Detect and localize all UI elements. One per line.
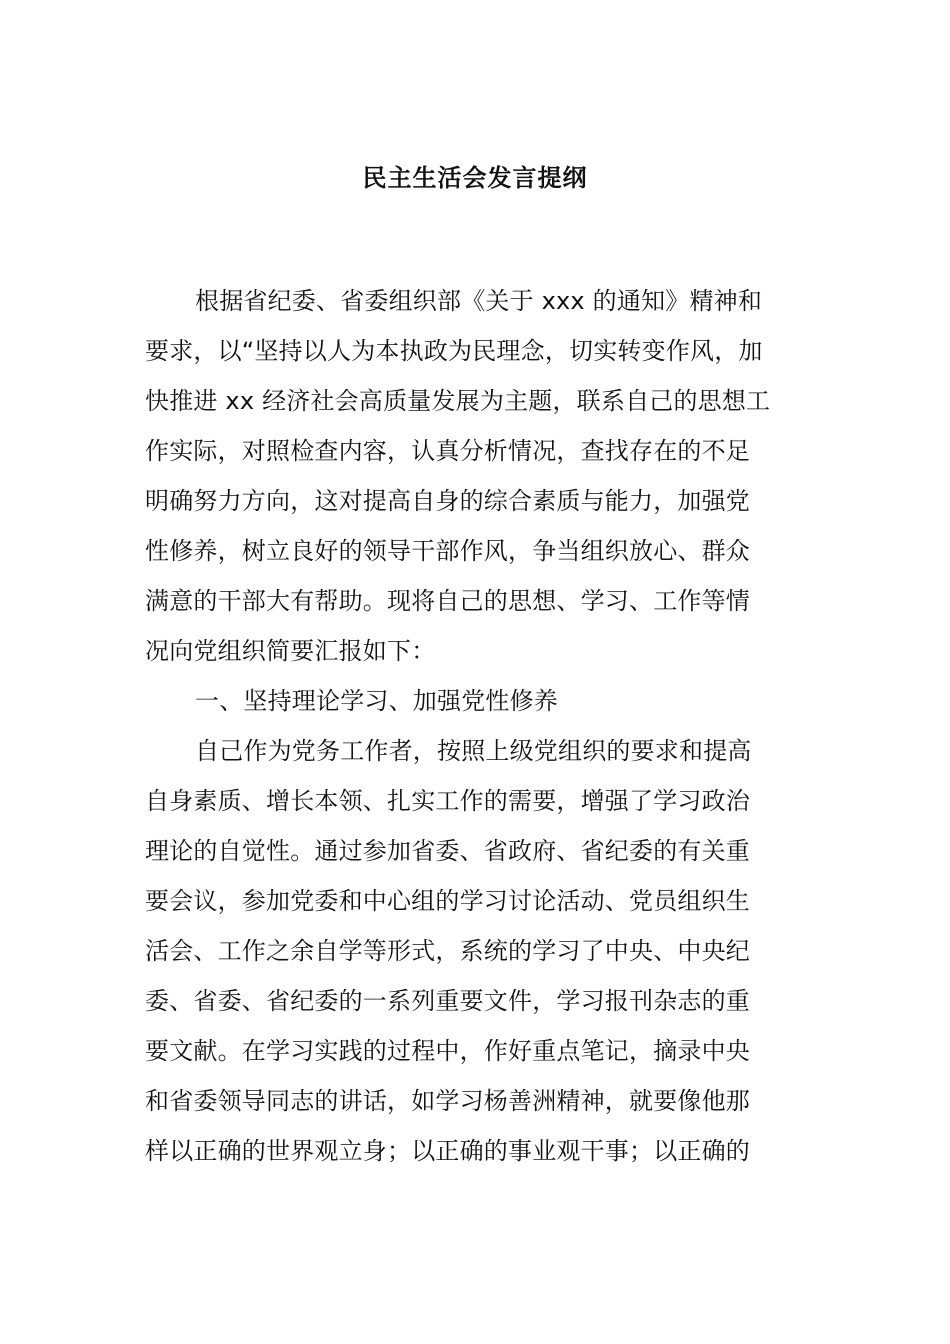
paragraph-line: 根据省纪委、省委组织部《关于 xxx 的通知》精神和 xyxy=(195,287,763,315)
paragraph-line: 性修养，树立良好的领导干部作风，争当组织放心、群众 xyxy=(145,537,750,565)
paragraph-line: 要会议，参加党委和中心组的学习讨论活动、党员组织生 xyxy=(145,887,750,915)
paragraph-line: 快推进 xx 经济社会高质量发展为主题，联系自己的思想工 xyxy=(145,387,771,415)
paragraph-line: 样以正确的世界观立身；以正确的事业观干事；以正确的 xyxy=(145,1137,750,1165)
paragraph-line: 满意的干部大有帮助。现将自己的思想、学习、工作等情 xyxy=(145,587,750,615)
paragraph-line: 况向党组织简要汇报如下： xyxy=(145,637,436,665)
paragraph-line: 理论的自觉性。通过参加省委、省政府、省纪委的有关重 xyxy=(145,837,750,865)
document-title: 民主生活会发言提纲 xyxy=(362,164,588,192)
paragraph-line: 自己作为党务工作者，按照上级党组织的要求和提高 xyxy=(195,737,752,765)
section-heading: 一、坚持理论学习、加强党性修养 xyxy=(195,687,558,715)
paragraph-line: 明确努力方向，这对提高自身的综合素质与能力，加强党 xyxy=(145,487,750,515)
paragraph-line: 作实际，对照检查内容，认真分析情况，查找存在的不足 xyxy=(145,437,750,465)
paragraph-line: 自身素质、增长本领、扎实工作的需要，增强了学习政治 xyxy=(145,787,750,815)
paragraph-line: 委、省委、省纪委的一系列重要文件，学习报刊杂志的重 xyxy=(145,987,750,1015)
paragraph-line: 活会、工作之余自学等形式，系统的学习了中央、中央纪 xyxy=(145,937,750,965)
paragraph-line: 要求，以“坚持以人为本执政为民理念，切实转变作风，加 xyxy=(145,337,763,365)
paragraph-line: 和省委领导同志的讲话，如学习杨善洲精神，就要像他那 xyxy=(145,1087,750,1115)
paragraph-line: 要文献。在学习实践的过程中，作好重点笔记，摘录中央 xyxy=(145,1037,750,1065)
